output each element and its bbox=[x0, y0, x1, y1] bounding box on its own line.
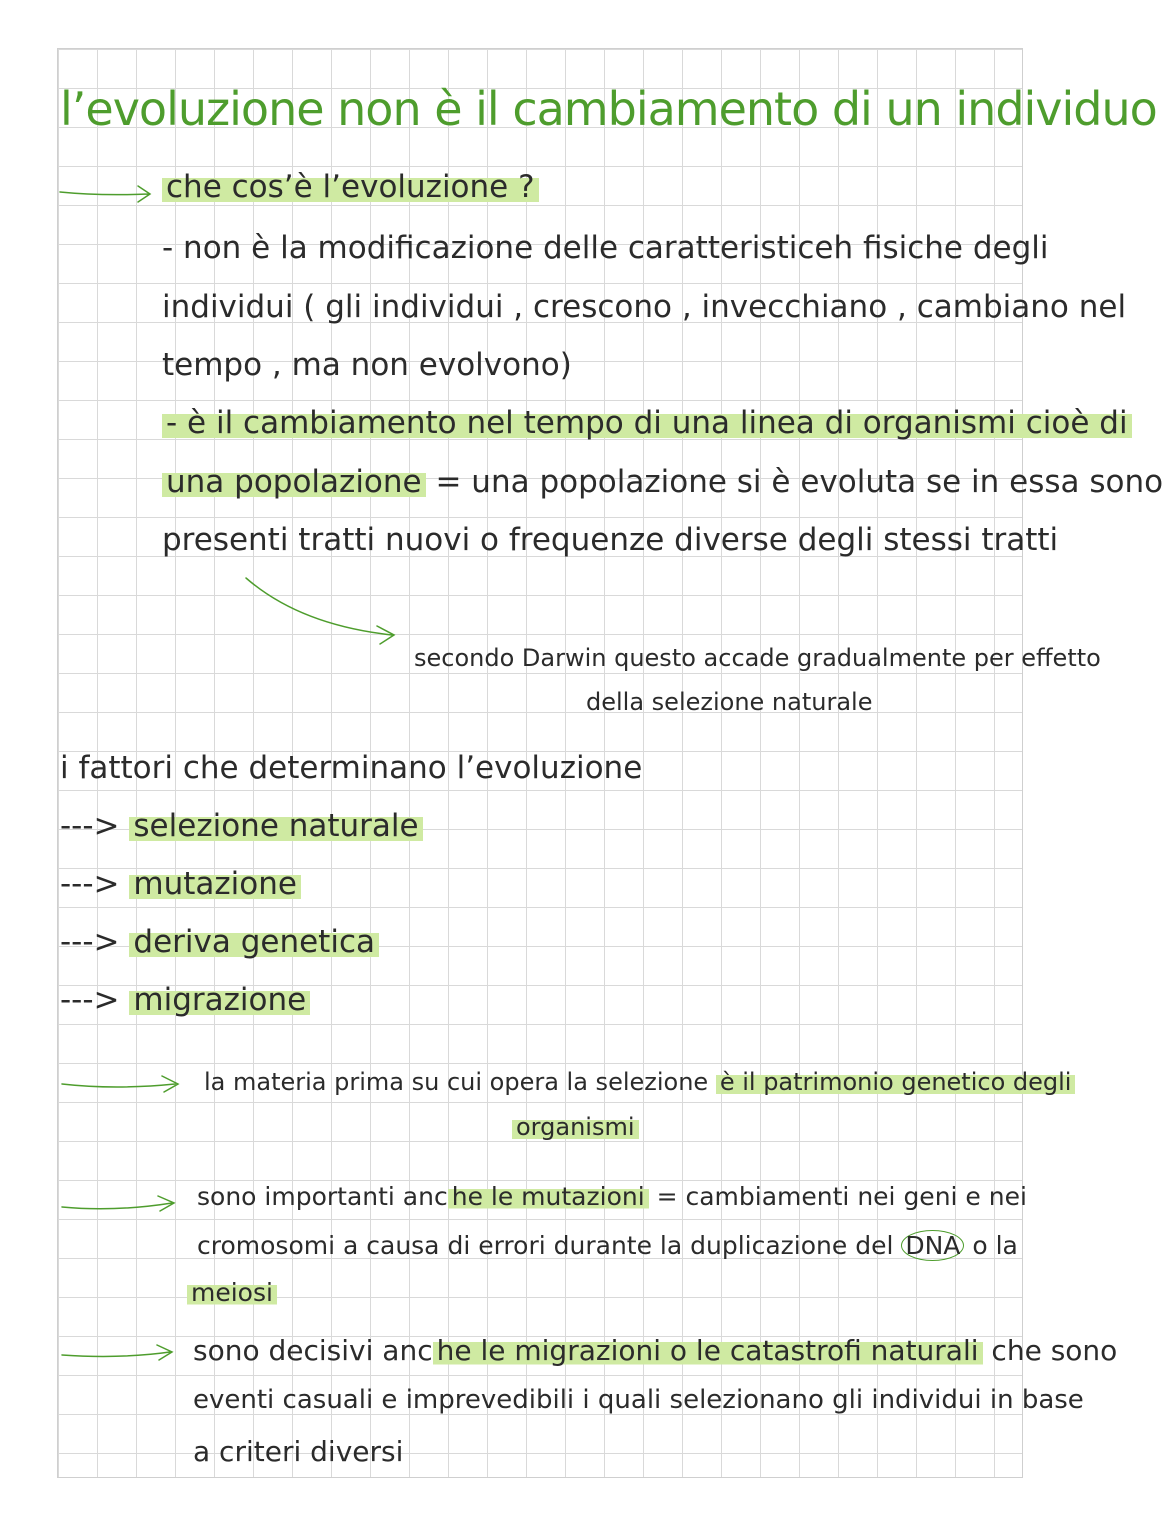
note2-line1-highlight: he le mutazioni bbox=[448, 1182, 649, 1211]
arrow-note3 bbox=[62, 1345, 172, 1360]
factor-label: selezione naturale bbox=[129, 808, 422, 844]
note2-line3 bbox=[187, 1280, 277, 1305]
paragraph2-line1 bbox=[162, 405, 1132, 441]
darwin-note-line2: della selezione naturale bbox=[586, 688, 873, 716]
paragraph2-line2-rest: = una popolazione si è evoluta se in essa sono bbox=[425, 464, 1163, 500]
arrow-question bbox=[60, 186, 150, 202]
factor-arrow: ---> bbox=[60, 924, 120, 960]
paragraph1-line1: - non è la modificazione delle caratteristiceh fisiche degli bbox=[162, 230, 1049, 266]
factor-arrow: ---> bbox=[60, 982, 120, 1018]
factor-arrow: ---> bbox=[60, 866, 120, 902]
arrow-note1 bbox=[62, 1076, 178, 1092]
note2-line2-text: cromosomi a causa di errori durante la duplicazione del bbox=[197, 1231, 902, 1260]
paragraph2-line3: presenti tratti nuovi o frequenze diverse degli stessi tratti bbox=[162, 522, 1059, 558]
paragraph2-line2 bbox=[162, 464, 1163, 500]
paragraph2-line1-highlight: - è il cambiamento nel tempo di una linea di organismi cioè di bbox=[162, 405, 1132, 441]
paragraph1-line3: tempo , ma non evolvono) bbox=[162, 347, 572, 383]
factor-arrow: ---> bbox=[60, 808, 120, 844]
note2-line1-rest: = cambiamenti nei geni e nei bbox=[648, 1182, 1027, 1211]
factor-item bbox=[60, 866, 301, 902]
note1-line1-highlight: è il patrimonio genetico degli bbox=[716, 1068, 1076, 1096]
dna-circled: DNA bbox=[901, 1230, 964, 1261]
darwin-note-line1: secondo Darwin questo accade gradualmente per effetto bbox=[414, 644, 1101, 672]
factor-label: deriva genetica bbox=[129, 924, 379, 960]
note1-line1 bbox=[204, 1070, 1075, 1094]
note3-line1-highlight: he le migrazioni o le catastrofi naturali bbox=[433, 1334, 983, 1367]
note1-line2-highlight: organismi bbox=[512, 1113, 639, 1141]
note3-line1-text: sono decisivi anc bbox=[193, 1334, 433, 1367]
note2-line3-highlight: meiosi bbox=[187, 1278, 277, 1307]
note1-line2 bbox=[512, 1115, 639, 1139]
note1-line1-text: la materia prima su cui opera la selezione bbox=[204, 1068, 716, 1096]
note3-line1 bbox=[193, 1334, 1118, 1367]
arrow-note2 bbox=[62, 1196, 174, 1211]
factor-label: mutazione bbox=[129, 866, 301, 902]
note2-line1 bbox=[197, 1184, 1027, 1209]
note3-line1-rest: che sono bbox=[982, 1334, 1118, 1367]
paragraph2-line2-highlight: una popolazione bbox=[162, 464, 426, 500]
question-heading bbox=[162, 169, 539, 205]
note2-line2 bbox=[197, 1233, 1018, 1258]
page-title: l’evoluzione non è il cambiamento di un individuo bbox=[60, 82, 1157, 136]
note2-line2-rest: o la bbox=[964, 1231, 1018, 1260]
note3-line2: eventi casuali e imprevedibili i quali selezionano gli individui in base bbox=[193, 1385, 1084, 1415]
factor-label: migrazione bbox=[129, 982, 310, 1018]
factor-item bbox=[60, 982, 310, 1018]
factor-item bbox=[60, 808, 423, 844]
factor-item bbox=[60, 924, 379, 960]
arrow-darwin bbox=[246, 578, 394, 644]
factors-heading: i fattori che determinano l’evoluzione bbox=[60, 750, 643, 786]
note2-line1-text: sono importanti anc bbox=[197, 1182, 448, 1211]
question-highlight: che cos’è l’evoluzione ? bbox=[162, 169, 539, 205]
note3-line3: a criteri diversi bbox=[193, 1435, 404, 1468]
paragraph1-line2: individui ( gli individui , crescono , invecchiano , cambiano nel bbox=[162, 289, 1127, 325]
